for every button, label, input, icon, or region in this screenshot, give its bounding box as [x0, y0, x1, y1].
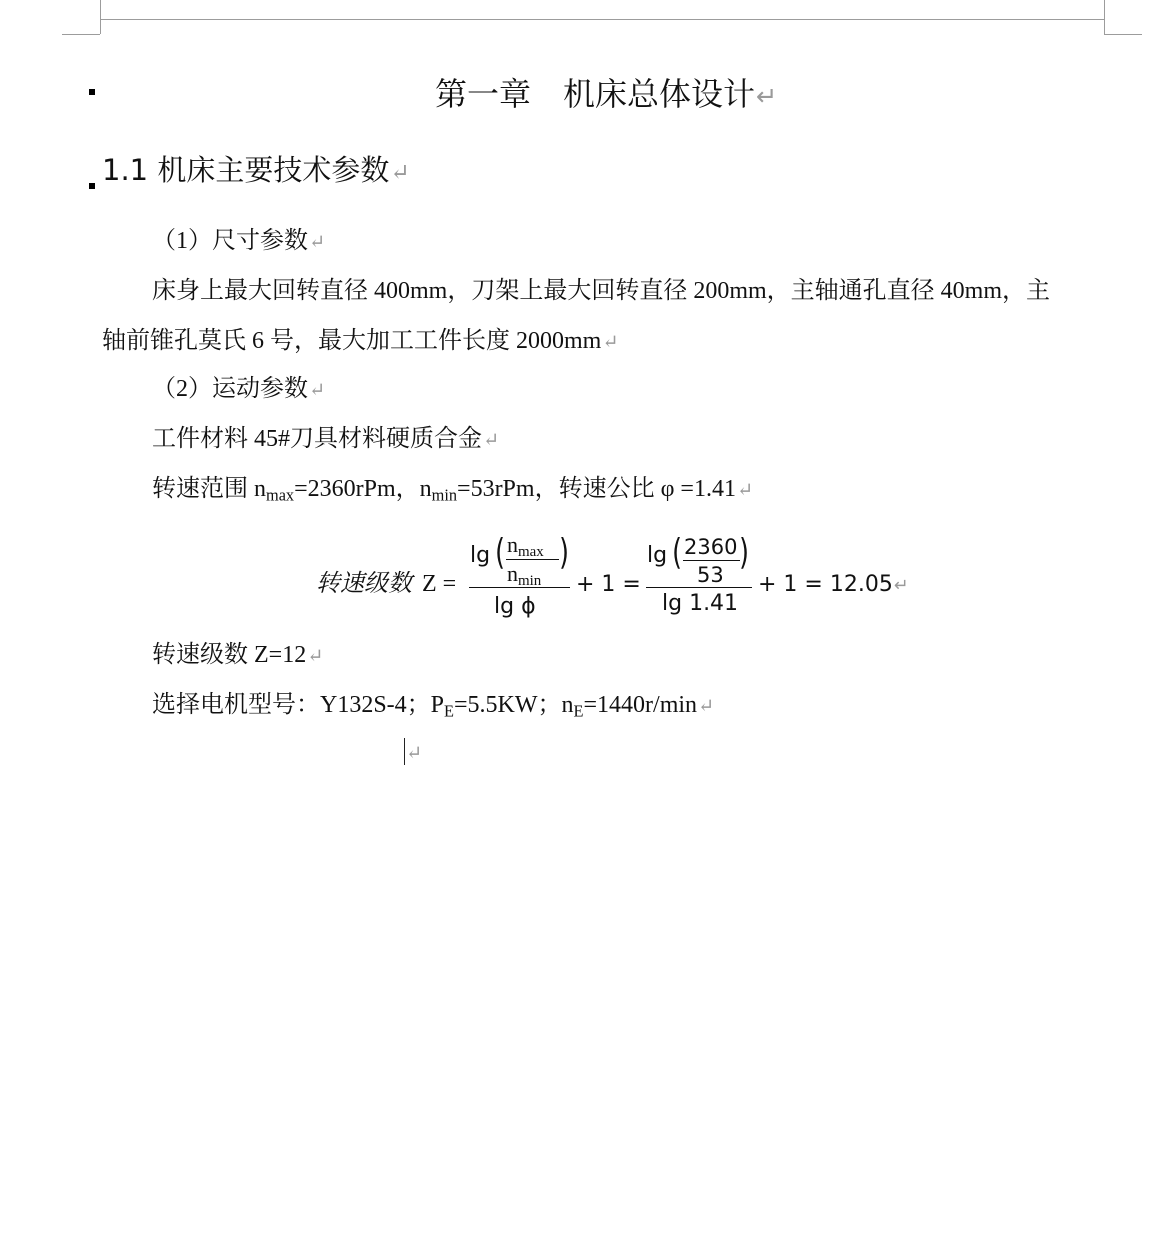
page-corner-top-right — [1104, 0, 1105, 34]
formula-nmax: $n_{max}$ — [507, 532, 544, 561]
formula-den-value: 53 — [697, 563, 724, 587]
formula-z: Z = — [422, 571, 457, 597]
material-line: 工件材料 45#刀具材料硬质合金↵ — [152, 426, 500, 452]
formula-nmin: $n_{min}$ — [507, 561, 542, 590]
fraction-bar-1 — [469, 587, 570, 588]
left-paren: ( — [495, 532, 505, 573]
formula-result: + 1 = 12.05↵ — [758, 572, 909, 597]
formula-denominator-2: lg 1.41 — [662, 591, 739, 616]
formula-label: 转速级数 — [316, 571, 412, 597]
page-corner-top-right-h — [1104, 34, 1142, 35]
right-paren: ) — [559, 532, 569, 573]
page-corner-top-left — [100, 0, 101, 34]
motor-line: 选择电机型号：Y132S-4；$P_E=5.5KW$；$n_E=1440r/\min↵$ — [152, 692, 715, 721]
dimension-paragraph-line2: 轴前锥孔莫氏 6 号，最大加工工件长度 2000mm↵ — [102, 328, 619, 354]
empty-paragraph[interactable]: ↵ — [406, 743, 423, 764]
right-paren-2: ) — [739, 532, 749, 573]
formula-num-value: 2360 — [684, 535, 738, 559]
header-line — [100, 19, 1105, 20]
outline-bullet — [89, 89, 95, 95]
chapter-title: 第一章 机床总体设计↵ — [435, 75, 778, 113]
formula-plus-one: + 1 = — [576, 572, 641, 597]
inner-fraction-bar-1 — [506, 559, 559, 560]
inner-fraction-bar-2 — [683, 560, 740, 561]
section-title: 1.1 机床主要技术参数↵ — [102, 153, 410, 187]
fraction-bar-2 — [646, 587, 752, 588]
formula-lg-1: lg — [470, 543, 491, 568]
formula-lg-2: lg — [647, 543, 668, 568]
page-corner-top-left-h — [62, 34, 100, 35]
outline-bullet — [89, 183, 95, 189]
formula-denominator-1: lg ϕ — [494, 594, 536, 619]
speed-steps-formula — [316, 530, 916, 622]
dimension-paragraph-line1: 床身上最大回转直径 400mm，刀架上最大回转直径 200mm，主轴通孔直径 40mm，主 — [152, 278, 1051, 304]
subheading-motion: （2）运动参数↵ — [152, 376, 326, 402]
subheading-dimensions: （1）尺寸参数↵ — [152, 228, 326, 254]
z-value-line: 转速级数 Z=12↵ — [152, 642, 324, 668]
speed-range-line: 转速范围 $n_{max}=2360rPm$，$n_{min}=53rPm$，转速公比 φ =1.41↵ — [152, 476, 754, 505]
left-paren-2: ( — [672, 532, 682, 573]
